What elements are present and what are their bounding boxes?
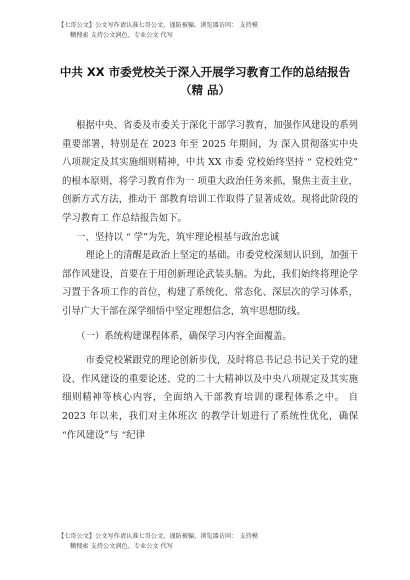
page-footer-watermark: [58, 532, 358, 552]
header-line-2: 糊搜索 支持公文润色、专业公文 代写: [70, 32, 173, 39]
header-line-1: 【七哥公文】公文写作请认准七哥公文，谨防被骗，浏览器访问： 支持模: [58, 22, 258, 29]
subsection-1-paragraph: 市委党校紧跟党的理论创新步伐，及时将总书记总书记关于党的建设、作风建设的重要论述、党的二十大精神以及中央八项规定及其实施细则精神等核心内容，全面纳入干部教育培训的课程体系之中。 自 2023 年以来，我们对主体班次 的教学计划进行了系统性优化，确保 “作风建设”与 “纪律: [62, 355, 358, 441]
title-line-2: （精 品）: [179, 83, 230, 97]
intro-paragraph: 根据中央、省委及市委关于深化干部学习教育，加强作风建设的系列重要部署，特别是在 2023 年至 2025 年期间，为 深入贯彻落实中央八项规定及其实施细则精神，中共 XX 市委 党校始终坚持 “ 党校姓党” 的根本原则，将学习教育作为一 项重大政治任务来抓，聚焦主责主业，创新方式方法，推动干 部教育培训工作取得了显著成效。现将此阶段的学习教育工 作总结报告如下。: [62, 120, 358, 224]
document-title: [40, 63, 370, 99]
footer-line-2: 糊搜索 支持公文润色、专业公文 代写: [70, 543, 173, 550]
footer-line-1: 【七哥公文】公文写作请认准七哥公文，谨防被骗，浏览器访问： 支持模: [58, 533, 258, 540]
title-line-1: 中共 XX 市委党校关于深入开展学习教育工作的总结报告: [59, 65, 351, 79]
section-heading-1: 一、坚持以 “ 学”为先，筑牢理论根基与政治忠诚: [76, 231, 280, 243]
document-body: [62, 117, 358, 445]
page-header-watermark: [58, 21, 358, 41]
section-1-paragraph: 理论上的清醒是政治上坚定的基础。市委党校深刻认识到，加强干部作风建设，首要在于用创新理论武装头脑。为此，我们始终将理论学习置于各项工作的首位，构建了系统化、常态化、深层次的学习体系，引导广大干部在深学细悟中坚定理想信念，筑牢思想防线。: [62, 250, 358, 317]
subsection-heading-1: （一）系统构建课程体系，确保学习内容全面覆盖。: [76, 330, 292, 342]
